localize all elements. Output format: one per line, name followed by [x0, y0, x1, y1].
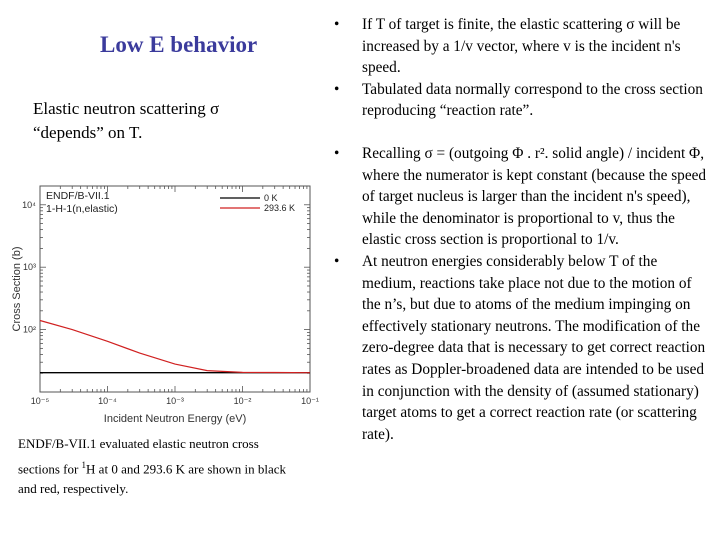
legend-label-2: 293.6 K: [264, 203, 296, 213]
x-tick-label: 10⁻⁵: [30, 396, 50, 406]
bullet-item-1: [334, 14, 712, 79]
bullet-list: [334, 14, 712, 445]
legend-label-1: 0 K: [264, 193, 278, 203]
caption-text-2: H at 0 and 293.6 K are shown in black and red, respectively.: [18, 460, 287, 497]
bullet-item-2: [334, 79, 712, 122]
x-axis-label: Incident Neutron Energy (eV): [103, 413, 247, 425]
y-axis-label: Cross Section (b): [11, 246, 23, 332]
chart-title: ENDF/B-VII.1: [46, 190, 110, 202]
y-tick-label: 10²: [22, 324, 36, 335]
x-tick-label: 10⁻¹: [301, 396, 319, 406]
bullet-marker: •: [334, 252, 340, 270]
bullet-marker: •: [334, 144, 340, 162]
bullet-text-3: Recalling σ = (outgoing Φ . r². solid angle) / incident Φ, where the numerator is kept constant (because the speed of target nucleus is larger than the incident n's speed), while the denominator is proportional to v, thus the elastic cross section is proportional to 1/v.: [362, 144, 707, 249]
bullet-text-4: At neutron energies considerably below T of the medium, reactions take place not due to the motion of the n’s, but due to atoms of the medium impinging on effectively stationary neutrons. The modification of the zero-degree data that is necessary to get correct reaction rates as Doppler-broadened data are intended to be used in conjunction with the density of (assumed stationary) target atoms to get a correct reaction rate (or scattering rate).: [362, 252, 706, 443]
caption-text-1: ENDF/B-VII.1 evaluated elastic neutron cross sections for: [18, 436, 259, 476]
bullet-marker: •: [334, 80, 340, 98]
subtitle-line-1: Elastic neutron scattering σ: [33, 99, 220, 118]
bullet-text-2: Tabulated data normally correspond to the cross section reproducing “reaction rate”.: [362, 80, 703, 120]
cross-section-chart: [6, 178, 319, 428]
bullet-marker: •: [334, 16, 340, 33]
subtitle-line-2: “depends” on T.: [33, 123, 143, 142]
bullet-item-3: [334, 143, 712, 251]
chart-subtitle: 1-H-1(n,elastic): [46, 203, 118, 215]
plot-frame: [40, 186, 310, 392]
slide-title: Low E behavior: [100, 32, 258, 57]
slide-subtitle: [33, 97, 219, 145]
bullet-text-1: If T of target is finite, the elastic scattering σ will be increased by a 1/v vector, where v is the incident n's speed.: [362, 16, 681, 77]
x-tick-label: 10⁻³: [166, 396, 184, 406]
bullet-item-4: [334, 251, 712, 445]
y-tick-label: 10⁴: [22, 199, 36, 210]
x-tick-label: 10⁻²: [233, 396, 252, 406]
figure-caption: [18, 434, 290, 500]
x-tick-label: 10⁻⁴: [98, 396, 117, 406]
caption-superscript: 1: [81, 459, 87, 470]
y-tick-label: 10³: [22, 262, 36, 273]
